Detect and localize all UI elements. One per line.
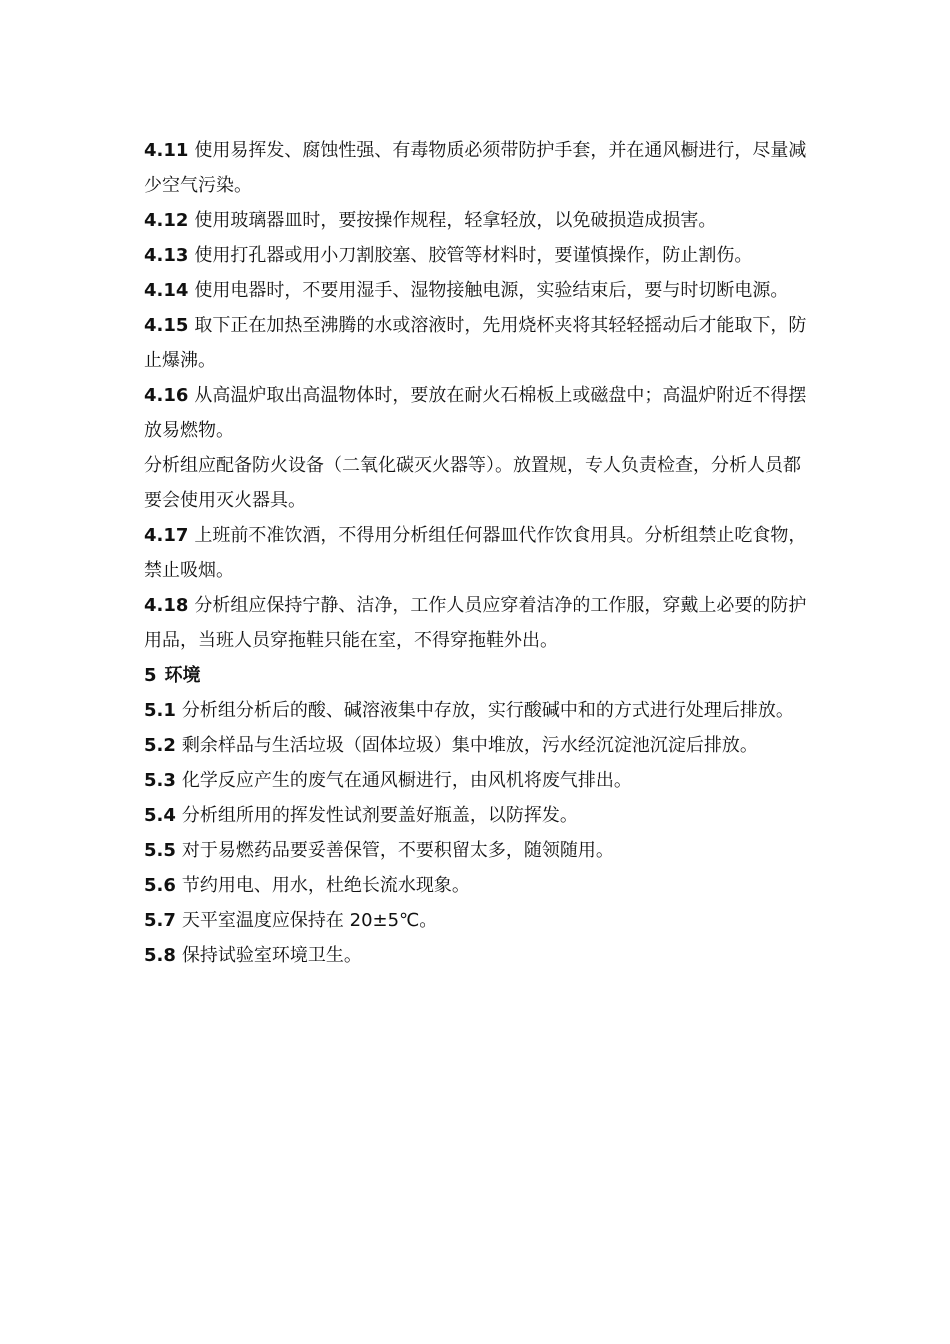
item-text: 使用易挥发、腐蚀性强、有毒物质必须带防护手套，并在通风橱进行，尽量减少空气污染。: [144, 140, 807, 196]
list-item-5-7: [144, 903, 814, 938]
item-number: 4.16: [144, 385, 189, 406]
item-number: 5.2: [144, 735, 176, 756]
item-number: 4.11: [144, 140, 189, 161]
item-text: 使用打孔器或用小刀割胶塞、胶管等材料时，要谨慎操作，防止割伤。: [194, 245, 753, 266]
list-item-fire-equipment: [144, 448, 814, 518]
item-number: 5.4: [144, 805, 176, 826]
section-heading-environment: [144, 658, 814, 693]
item-number: 5.6: [144, 875, 176, 896]
item-number: 5.3: [144, 770, 176, 791]
item-text: 从高温炉取出高温物体时，要放在耐火石棉板上或磁盘中；高温炉附近不得摆放易燃物。: [144, 385, 807, 441]
list-item-4-11: [144, 133, 814, 203]
item-text: 化学反应产生的废气在通风橱进行，由风机将废气排出。: [181, 770, 632, 791]
list-item-5-8: [144, 938, 814, 973]
item-text: 分析组应配备防火设备（二氧化碳灭火器等）。放置规，专人负责检查，分析人员都要会使用灭火器具。: [144, 455, 801, 511]
list-item-4-12: [144, 203, 814, 238]
list-item-4-17: [144, 518, 814, 588]
item-text: 对于易燃药品要妥善保管，不要积留太多，随领随用。: [181, 840, 614, 861]
document-body: [144, 133, 814, 973]
item-text: 保持试验室环境卫生。: [181, 945, 362, 966]
list-item-5-4: [144, 798, 814, 833]
item-number: 5.8: [144, 945, 176, 966]
item-text: 使用电器时，不要用湿手、湿物接触电源，实验结束后，要与时切断电源。: [194, 280, 789, 301]
item-number: 4.17: [144, 525, 189, 546]
list-item-5-5: [144, 833, 814, 868]
list-item-5-3: [144, 763, 814, 798]
list-item-4-15: [144, 308, 814, 378]
item-text: 节约用电、用水，杜绝长流水现象。: [181, 875, 470, 896]
item-text: 使用玻璃器皿时，要按操作规程，轻拿轻放，以免破损造成损害。: [194, 210, 717, 231]
item-number: 4.14: [144, 280, 189, 301]
list-item-5-6: [144, 868, 814, 903]
item-number: 5.5: [144, 840, 176, 861]
list-item-4-18: [144, 588, 814, 658]
item-number: 4.18: [144, 595, 189, 616]
item-text: 剩余样品与生活垃圾（固体垃圾）集中堆放，污水经沉淀池沉淀后排放。: [181, 735, 758, 756]
item-text: 分析组应保持宁静、洁净，工作人员应穿着洁净的工作服，穿戴上必要的防护用品，当班人员穿拖鞋只能在室，不得穿拖鞋外出。: [144, 595, 807, 651]
item-number: 4.15: [144, 315, 189, 336]
item-text: 分析组分析后的酸、碱溶液集中存放，实行酸碱中和的方式进行处理后排放。: [181, 700, 794, 721]
item-text: 天平室温度应保持在 20±5℃。: [181, 910, 438, 931]
list-item-4-13: [144, 238, 814, 273]
item-number: 5.7: [144, 910, 176, 931]
item-number: 5.1: [144, 700, 176, 721]
list-item-5-1: [144, 693, 814, 728]
list-item-4-14: [144, 273, 814, 308]
section-title: 环境: [164, 665, 201, 686]
list-item-4-16: [144, 378, 814, 448]
item-text: 取下正在加热至沸腾的水或溶液时，先用烧杯夹将其轻轻摇动后才能取下，防止爆沸。: [144, 315, 807, 371]
item-number: 4.13: [144, 245, 189, 266]
section-number: 5: [144, 665, 157, 686]
item-text: 分析组所用的挥发性试剂要盖好瓶盖，以防挥发。: [181, 805, 578, 826]
item-number: 4.12: [144, 210, 189, 231]
item-text: 上班前不准饮酒，不得用分析组任何器皿代作饮食用具。分析组禁止吃食物，禁止吸烟。: [144, 525, 807, 581]
list-item-5-2: [144, 728, 814, 763]
